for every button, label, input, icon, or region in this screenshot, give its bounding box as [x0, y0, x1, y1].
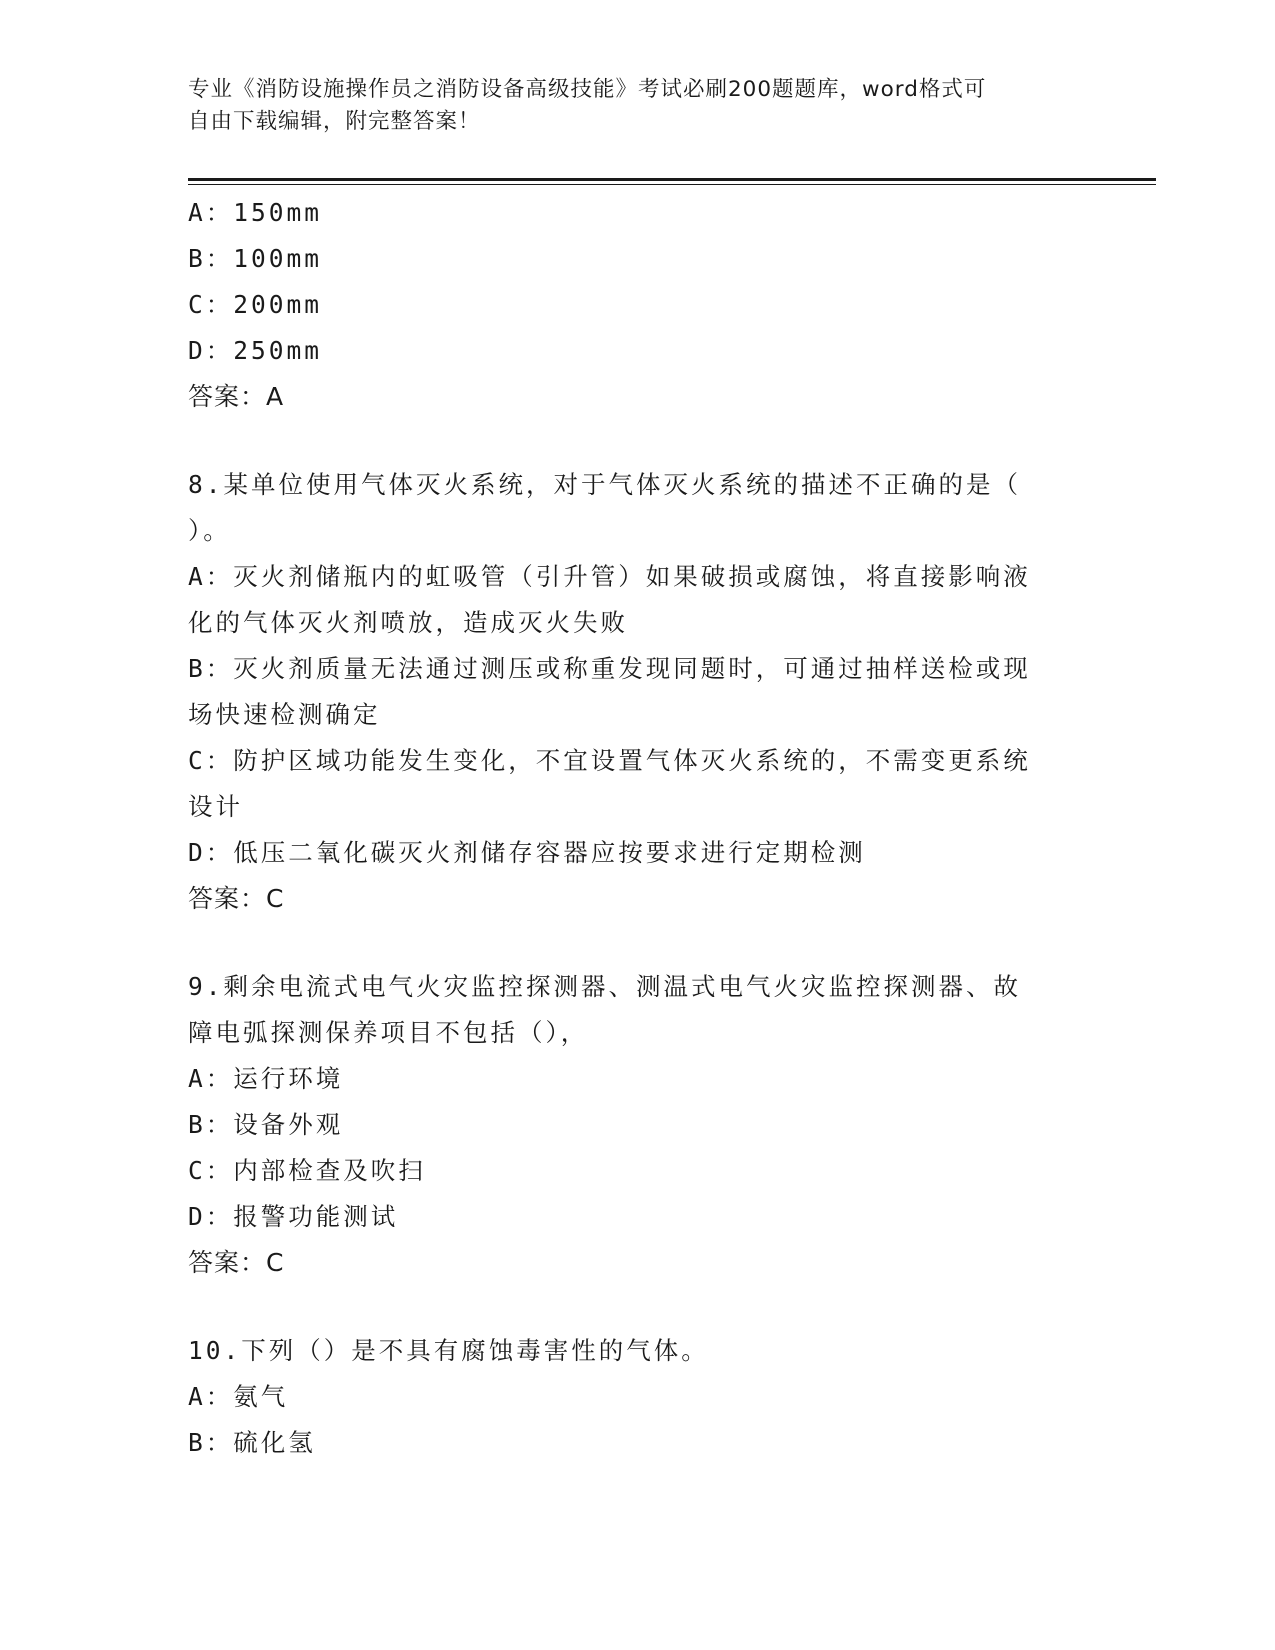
spacer: [188, 420, 1088, 462]
header-title-line-2: 自由下载编辑，附完整答案！: [188, 109, 481, 134]
question-8: [188, 462, 1088, 922]
option-b: B：灭火剂质量无法通过测压或称重发现同题时，可通过抽样送检或现: [188, 654, 1031, 683]
spacer: [188, 1286, 1088, 1328]
option-c: C：内部检查及吹扫: [188, 1156, 426, 1185]
option-a: A：氨气: [188, 1382, 289, 1411]
question-9: [188, 964, 1088, 1286]
question-text: 8.某单位使用气体灭火系统，对于气体灭火系统的描述不正确的是（: [188, 470, 1021, 499]
header-title-line-1: 专业《消防设施操作员之消防设备高级技能》考试必刷200题题库，word格式可: [188, 77, 987, 102]
option-a-cont: 化的气体灭火剂喷放，造成灭火失败: [188, 608, 628, 637]
option-c-cont: 设计: [188, 792, 243, 821]
question-text: 10.下列（）是不具有腐蚀毒害性的气体。: [188, 1336, 709, 1365]
option-b: B：硫化氢: [188, 1428, 316, 1457]
question-text: 障电弧探测保养项目不包括（），: [188, 1018, 589, 1047]
option-a: A：灭火剂储瓶内的虹吸管（引升管）如果破损或腐蚀，将直接影响液: [188, 562, 1031, 591]
header-divider-thick: [188, 178, 1156, 181]
question-10: [188, 1328, 1088, 1466]
question-text: 9.剩余电流式电气火灾监控探测器、测温式电气火灾监控探测器、故: [188, 972, 1021, 1001]
question-text: ）。: [188, 516, 231, 545]
option-a: A：150mm: [188, 198, 323, 227]
question-list: [188, 190, 1088, 1466]
option-b: B：设备外观: [188, 1110, 344, 1139]
option-d: D：低压二氧化碳灭火剂储存容器应按要求进行定期检测: [188, 838, 866, 867]
option-d: D：250mm: [188, 336, 323, 365]
question-7: [188, 190, 1088, 420]
option-b-cont: 场快速检测确定: [188, 700, 381, 729]
header-divider-thin: [188, 184, 1156, 185]
option-c: C：防护区域功能发生变化，不宜设置气体灭火系统的，不需变更系统: [188, 746, 1031, 775]
spacer: [188, 922, 1088, 964]
option-a: A：运行环境: [188, 1064, 344, 1093]
option-c: C：200mm: [188, 290, 323, 319]
answer-line: 答案：A: [188, 382, 285, 411]
answer-line: 答案：C: [188, 884, 285, 913]
option-b: B：100mm: [188, 244, 323, 273]
document-header: [188, 74, 1068, 138]
option-d: D：报警功能测试: [188, 1202, 399, 1231]
answer-line: 答案：C: [188, 1248, 285, 1277]
